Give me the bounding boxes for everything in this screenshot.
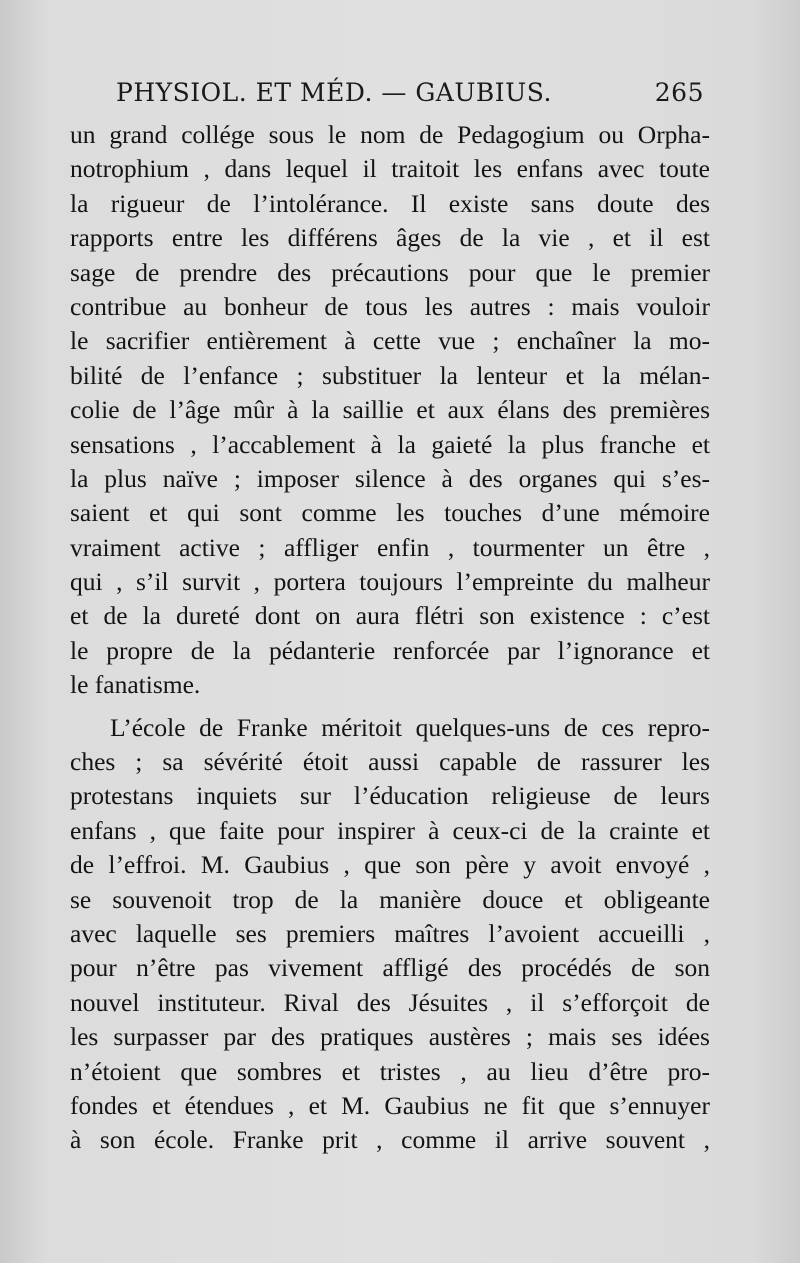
text-line: enfans , que faite pour inspirer à ceux-ci de la crainte et (70, 815, 710, 845)
text-line: rapports entre les différens âges de la vie , et il est (70, 223, 710, 253)
text-line: et de la dureté dont on aura flétri son existence : c’est (70, 601, 710, 631)
page-number: 265 (654, 78, 704, 107)
text-line: colie de l’âge mûr à la saillie et aux élans des premières (70, 395, 710, 425)
text-line: avec laquelle ses premiers maîtres l’avoient accueilli , (70, 918, 710, 948)
text-line: le sacrifier entièrement à cette vue ; enchaîner la mo- (70, 326, 710, 356)
text-line: protestans inquiets sur l’éducation religieuse de leurs (70, 781, 710, 811)
text-line: la plus naïve ; imposer silence à des organes qui s’es- (70, 463, 710, 493)
text-line: notrophium , dans lequel il traitoit les enfans avec toute (70, 154, 710, 184)
text-line: L’école de Franke méritoit quelques-uns de ces repro- (110, 712, 710, 742)
text-line: à son école. Franke prit , comme il arrive souvent , (70, 1125, 710, 1155)
text-line: se souvenoit trop de la manière douce et obligeante (70, 884, 710, 914)
text-line: le propre de la pédanterie renforcée par l’ignorance et (70, 635, 710, 665)
text-line: de l’effroi. M. Gaubius , que son père y avoit envoyé , (70, 850, 710, 880)
paragraph-2 (70, 711, 710, 1158)
text-line: sensations , l’accablement à la gaieté la plus franche et (70, 429, 710, 459)
text-line: sage de prendre des précautions pour que le premier (70, 257, 710, 287)
text-line: fondes et étendues , et M. Gaubius ne fit que s’ennuyer (70, 1090, 710, 1120)
body-text (70, 118, 710, 1158)
text-line: qui , s’il survit , portera toujours l’empreinte du malheur (70, 567, 710, 597)
paragraph-1 (70, 118, 710, 703)
text-line: n’étoient que sombres et tristes , au lieu d’être pro- (70, 1056, 710, 1086)
text-line: un grand collége sous le nom de Pedagogium ou Orpha- (70, 120, 710, 149)
text-line: vraiment active ; affliger enfin , tourmenter un être , (70, 532, 710, 562)
text-line: nouvel instituteur. Rival des Jésuites , il s’efforçoit de (70, 987, 710, 1017)
running-head: PHYSIOL. ET MÉD. — GAUBIUS. (116, 78, 552, 107)
text-line: contribue au bonheur de tous les autres : mais vouloir (70, 291, 710, 321)
text-line: la rigueur de l’intolérance. Il existe sans doute des (70, 188, 710, 218)
text-line: pour n’être pas vivement affligé des procédés de son (70, 953, 710, 983)
text-line: le fanatisme. (70, 670, 201, 700)
page-header (116, 78, 704, 107)
text-line: saient et qui sont comme les touches d’une mémoire (70, 498, 710, 528)
text-line: les surpasser par des pratiques austères ; mais ses idées (70, 1022, 710, 1052)
text-line: ches ; sa sévérité étoit aussi capable de rassurer les (70, 747, 710, 777)
text-line: bilité de l’enfance ; substituer la lenteur et la mélan- (70, 360, 710, 390)
